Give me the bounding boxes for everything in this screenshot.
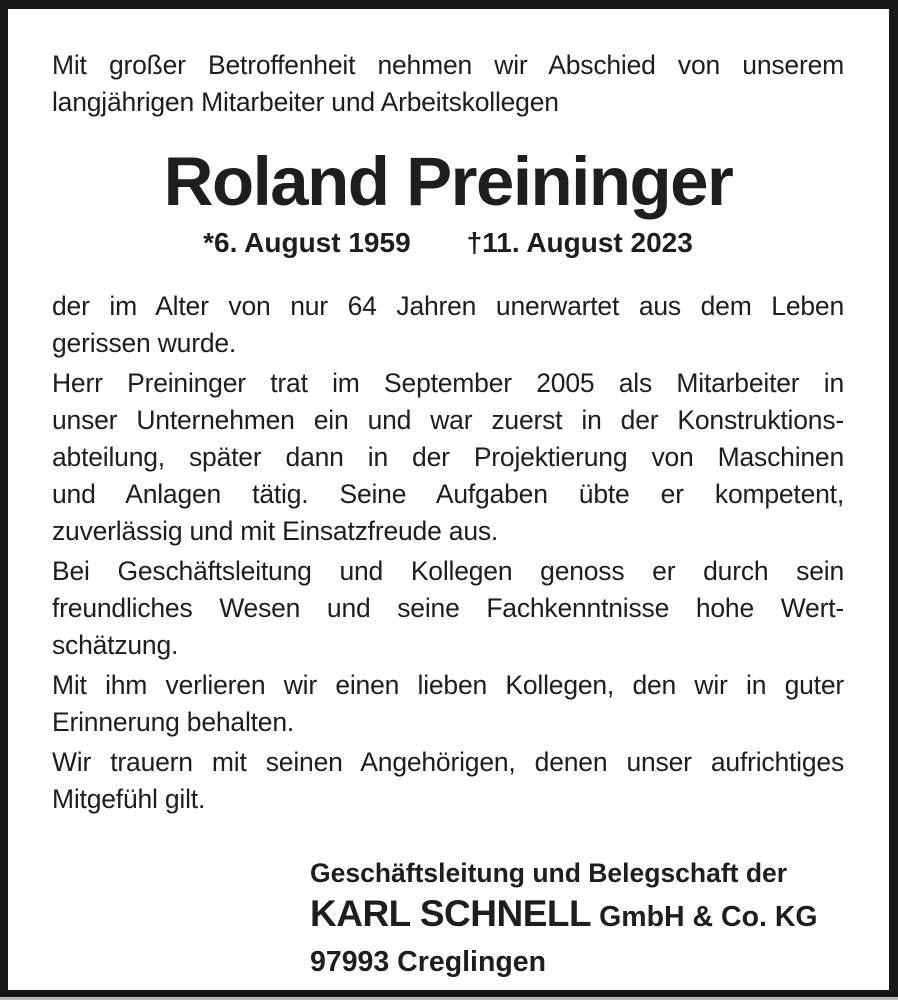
paragraph [52, 288, 844, 362]
company-suffix: GmbH & Co. KG [599, 901, 818, 934]
body-line: Herr Preininger trat im September 2005 als Mitarbeiter in [52, 368, 844, 399]
signature-block [310, 856, 844, 981]
deceased-name: Roland Preininger [163, 143, 733, 220]
body-line: der im Alter von nur 64 Jahren unerwartet aus dem Leben [52, 291, 844, 322]
body-line: gerissen wurde. [52, 328, 237, 359]
body-line: freundliches Wesen und seine Fachkenntnisse hohe Wert- [52, 593, 844, 624]
signature-intro: Geschäftsleitung und Belegschaft der [310, 858, 788, 889]
company-line [310, 891, 844, 944]
body-line: Mitgefühl gilt. [52, 784, 206, 815]
birth-date: *6. August 1959 [203, 227, 411, 259]
body-line: Erinnerung behalten. [52, 707, 295, 738]
paragraph [52, 667, 844, 741]
death-date: †11. August 2023 [466, 227, 693, 259]
body-line: schätzung. [52, 630, 179, 661]
company-name: KARL SCHNELL [310, 893, 592, 935]
body-line: unser Unternehmen ein und war zuerst in der Konstruktions- [52, 405, 844, 436]
body-line: zuverlässig und mit Einsatzfreude aus. [52, 516, 499, 547]
body-line: und Anlagen tätig. Seine Aufgaben übte er kompetent, [52, 479, 844, 510]
obituary-body [52, 288, 844, 818]
intro-text [52, 47, 844, 121]
company-city: 97993 Creglingen [310, 946, 547, 979]
intro-line: Mit großer Betroffenheit nehmen wir Abschied von unserem [52, 50, 844, 80]
body-line: Bei Geschäftsleitung und Kollegen genoss er durch sein [52, 556, 844, 587]
paragraph [52, 744, 844, 818]
body-line: Wir trauern mit seinen Angehörigen, denen unser aufrichtiges [52, 747, 844, 778]
paragraph [52, 365, 844, 550]
intro-line: langjährigen Mitarbeiter und Arbeitskollegen [52, 87, 559, 117]
body-line: abteilung, später dann in der Projektierung von Maschinen [52, 442, 844, 473]
body-line: Mit ihm verlieren wir einen lieben Kollegen, den wir in guter [52, 670, 844, 701]
life-dates [52, 226, 844, 260]
paragraph [52, 553, 844, 664]
